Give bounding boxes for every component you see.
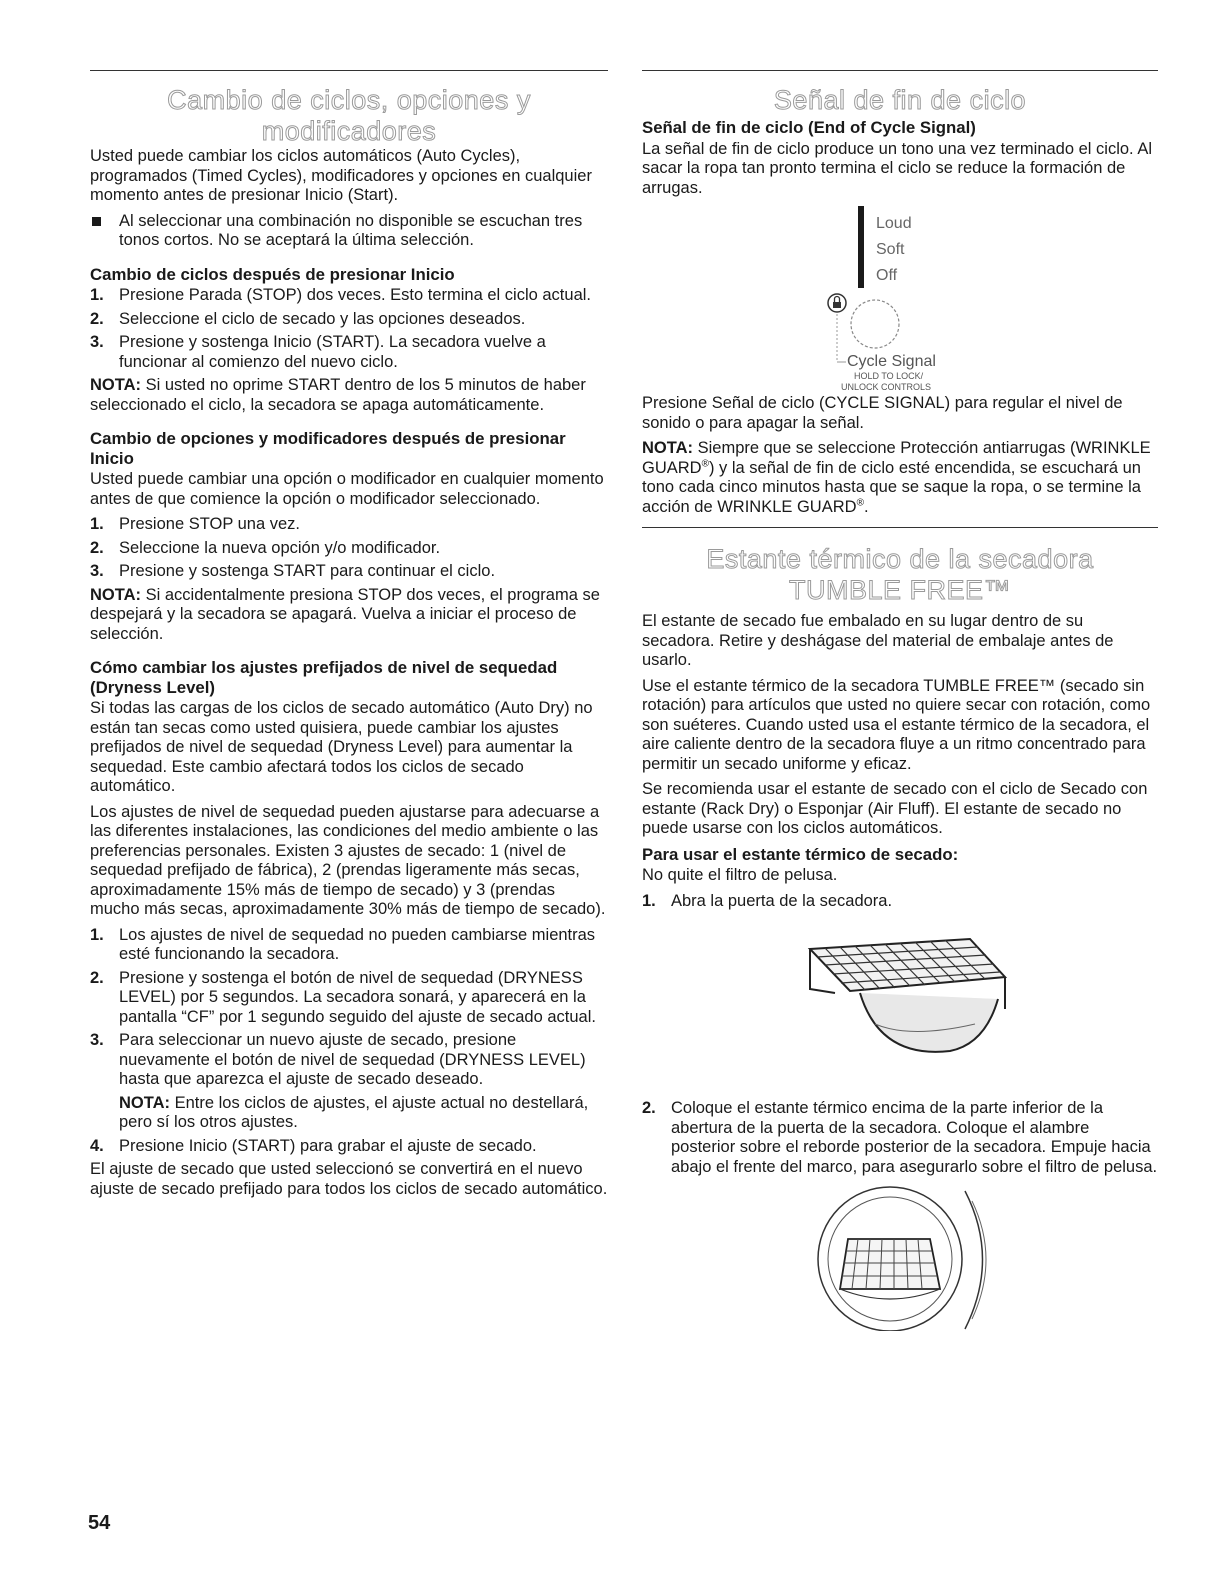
note-paragraph: NOTA: Siempre que se seleccione Protección antiarrugas (WRINKLE GUARD®) y la señal de fin de ciclo esté encendida, se escuchará un tono cada cinco minutos hasta que se saque la ropa, o se termine la acción de WRINKLE GUARD®. [642,439,1151,516]
list-item: 1. Presione Parada (STOP) dos veces. Esto termina el ciclo actual. [90,286,591,304]
paragraph: Usted puede cambiar una opción o modificador en cualquier momento antes de que comience la opción o modificador seleccionado. [90,470,604,508]
steps-list [90,515,608,582]
intro-paragraph: Usted puede cambiar los ciclos automáticos (Auto Cycles), programados (Timed Cycles), modificadores y opciones en cualquier momento antes de presionar Inicio (Start). [90,147,592,204]
list-item: 2. Seleccione la nueva opción y/o modificador. [90,538,441,557]
steps-list [90,926,608,1157]
section-rule [642,527,1158,528]
section-title-senal [642,85,1158,116]
paragraph: Presione Señal de ciclo (CYCLE SIGNAL) para regular el nivel de sonido o para apagar la señal. [642,394,1123,432]
list-item: 2. Presione y sostenga el botón de nivel de sequedad (DRYNESS LEVEL) por 5 segundos. La secadora sonará, y aparecerá en la pantalla “CF” por 1 segundo seguido del ajuste de secado actual. [90,968,596,1026]
note-paragraph: NOTA: Si accidentalmente presiona STOP dos veces, el programa se despejará y la secadora se apagará. Vuelva a iniciar el proceso de selección. [90,585,600,643]
section-title-cambio [90,85,608,147]
lint-filter-edge [840,1289,940,1299]
paragraph: Los ajustes de nivel de sequedad pueden ajustarse para adecuarse a las diferentes instalaciones, las condiciones del medio ambiente o las preferencias personales. Existen 3 ajustes de secado: 1 (nivel de sequedad prefijado de fábrica), 2 (prendas ligeramente más secas, aproximadamente 15% más de tiempo de secado) y 3 (prendas mucho más secas, aproximadamente 30% más de tiempo de secado). [90,802,606,918]
drying-rack-illustration [780,929,1020,1079]
cycle-signal-control-figure [800,204,1000,394]
section-title-line: TUMBLE FREE™ [788,575,1012,605]
list-item: 3. Para seleccionar un nuevo ajuste de secado, presione nuevamente el botón de nivel de sequedad (DRYNESS LEVEL) hasta que aparezca el ajuste de secado deseado. NOTA: Entre los ciclos de ajustes, el ajuste actual no destellará, pero sí los otros ajustes. [90,1031,608,1133]
paragraph: No quite el filtro de pelusa. [642,866,838,884]
steps-list [642,1099,1158,1177]
section-title-line: Señal de fin de ciclo [773,85,1027,115]
level-off: Off [876,267,898,284]
list-item: 2. Coloque el estante térmico encima de la parte inferior de la abertura de la puerta de la secadora. Coloque el alambre posterior sobre el reborde posterior de la secadora. Empuje hacia abajo el frente del marco, para asegurarlo sobre el filtro de pelusa. [642,1099,1158,1176]
list-item: 2. Seleccione el ciclo de secado y las opciones deseados. [90,309,526,328]
lock-label-line2: UNLOCK CONTROLS [841,382,932,392]
paragraph: La señal de fin de ciclo produce un tono una vez terminado el ciclo. Al sacar la ropa tan pronto termina el ciclo se reduce la formación de arrugas. [642,139,1152,197]
list-item: 3. Presione y sostenga Inicio (START). La secadora vuelve a funcionar al comienzo del nuevo ciclo. [90,333,546,371]
bullet-list [90,212,608,251]
section-title-line: Cambio de ciclos, opciones y [167,85,531,115]
subheading: Cambio de opciones y modificadores después de presionar Inicio [90,429,566,468]
square-bullet-icon [92,217,101,226]
paragraph: Se recomienda usar el estante de secado con el ciclo de Secado con estante (Rack Dry) o Esponjar (Air Fluff). El estante de secado no puede usarse con los ciclos automáticos. [642,780,1148,837]
lock-icon [828,294,846,312]
list-item: 4. Presione Inicio (START) para grabar el ajuste de secado. [90,1136,537,1155]
left-column [90,70,608,1205]
paragraph: Use el estante térmico de la secadora TUMBLE FREE™ (secado sin rotación) para artículos que usted no quiere secar con rotación, como son suéteres. Cuando usted usa el estante térmico de la secadora, el aire caliente dentro de la secadora fluye a un ritmo concentrado para permitir un secado uniforme y eficaz. [642,676,1151,773]
top-rule [642,70,1158,71]
paragraph: Si todas las cargas de los ciclos de secado automático (Auto Dry) no están tan secas como usted quisiera, puede cambiar los ajustes prefijados de nivel de sequedad (Dryness Level) para aumentar la sequedad. Este cambio afectará todos los ciclos de secado automático. [90,699,593,795]
door-edge [965,1191,983,1329]
step-note: NOTA: Entre los ciclos de ajustes, el ajuste actual no destellará, pero sí los otros ajustes. [119,1093,589,1131]
cycle-signal-button-icon [851,300,899,348]
section-title-line: Estante térmico de la secadora [706,544,1094,574]
list-item: 1. Abra la puerta de la secadora. [642,891,893,910]
door-edge-inner [972,1201,986,1319]
paragraph: El ajuste de secado que usted seleccionó se convertirá en el nuevo ajuste de secado prefijado para todos los ciclos de secado automático. [90,1160,608,1198]
steps-list [90,286,608,372]
right-column [642,70,1158,1331]
subheading: Para usar el estante térmico de secado: [642,844,959,864]
subheading: Cambio de ciclos después de presionar Inicio [90,264,455,284]
lock-label-line1: HOLD TO LOCK/ [854,371,924,381]
note-paragraph: NOTA: Si usted no oprime START dentro de los 5 minutos de haber seleccionado el ciclo, la secadora se apaga automáticamente. [90,376,586,414]
subheading: Cómo cambiar los ajustes prefijados de nivel de sequedad (Dryness Level) [90,658,558,697]
level-loud: Loud [876,215,912,232]
page-number: 54 [88,1512,111,1534]
top-rule [90,70,608,71]
section-title-estante [642,544,1158,606]
subheading: Señal de fin de ciclo (End of Cycle Signal) [642,118,976,137]
rack-installed-illustration [800,1181,1000,1331]
section-title-line: modificadores [261,116,437,146]
cycle-signal-label: Cycle Signal [847,353,936,370]
list-item: 3. Presione y sostenga START para continuar el ciclo. [90,562,496,580]
level-indicator-bar [858,206,864,288]
steps-list [642,892,1158,912]
list-item: 1. Los ajustes de nivel de sequedad no pueden cambiarse mientras esté funcionando la secadora. [90,925,596,963]
paragraph: El estante de secado fue embalado en su lugar dentro de su secadora. Retire y deshágase del material de embalaje antes de usarlo. [642,612,1114,669]
rack-lint-support [860,993,998,1052]
list-item: Al seleccionar una combinación no disponible se escuchan tres tonos cortos. No se aceptará la última selección. [90,212,608,251]
level-soft: Soft [876,241,905,258]
list-item: 1. Presione STOP una vez. [90,515,300,533]
